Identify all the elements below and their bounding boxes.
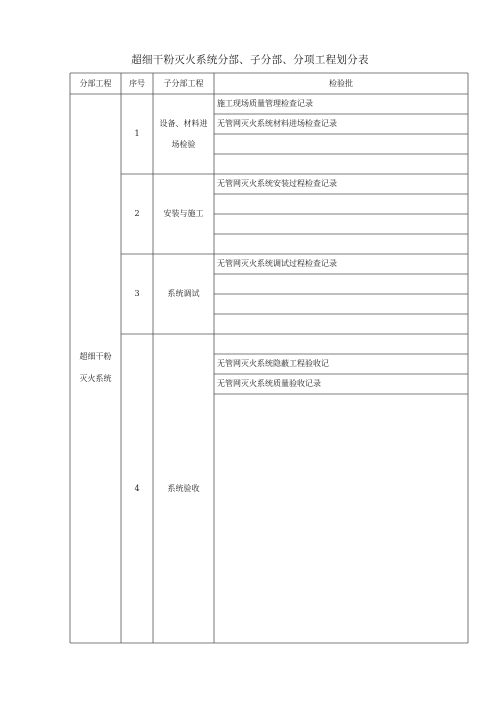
inspection-item: 施工现场质量管理检查记录 [217,99,313,108]
header-division: 分部工程 [79,79,112,88]
division-label-line2: 灭火系统 [79,374,112,383]
inspection-item: 无管网灭火系统隐蔽工程验收记 [217,359,329,368]
subdivision-4: 系统验收 [167,484,200,493]
subdivision-3: 系统调试 [167,289,200,298]
seq-3: 3 [134,289,140,298]
subdivision-2: 安装与施工 [163,209,204,218]
seq-4: 4 [134,484,140,493]
seq-2: 2 [134,209,140,218]
inspection-item: 无管网灭火系统安装过程检查记录 [217,179,337,188]
inspection-item: 无管网灭火系统调试过程检查记录 [217,259,337,268]
header-seq: 序号 [129,79,145,88]
page-title: 超细干粉灭火系统分部、子分部、分项工程划分表 [131,54,369,66]
subdivision-1-line1: 设备、材料进 [159,119,208,128]
inspection-item: 无管网灭火系统材料进场检查记录 [217,119,337,128]
division-cell [70,346,121,390]
subdivision-1 [153,113,214,155]
seq-1: 1 [134,129,140,138]
subdivision-1-line2: 场检验 [171,140,196,149]
division-label-line1: 超细干粉 [79,352,112,361]
header-inspection: 检验批 [329,79,353,88]
header-subdivision: 子分部工程 [163,79,204,88]
inspection-item: 无管网灭火系统质量验收记录 [217,379,321,388]
